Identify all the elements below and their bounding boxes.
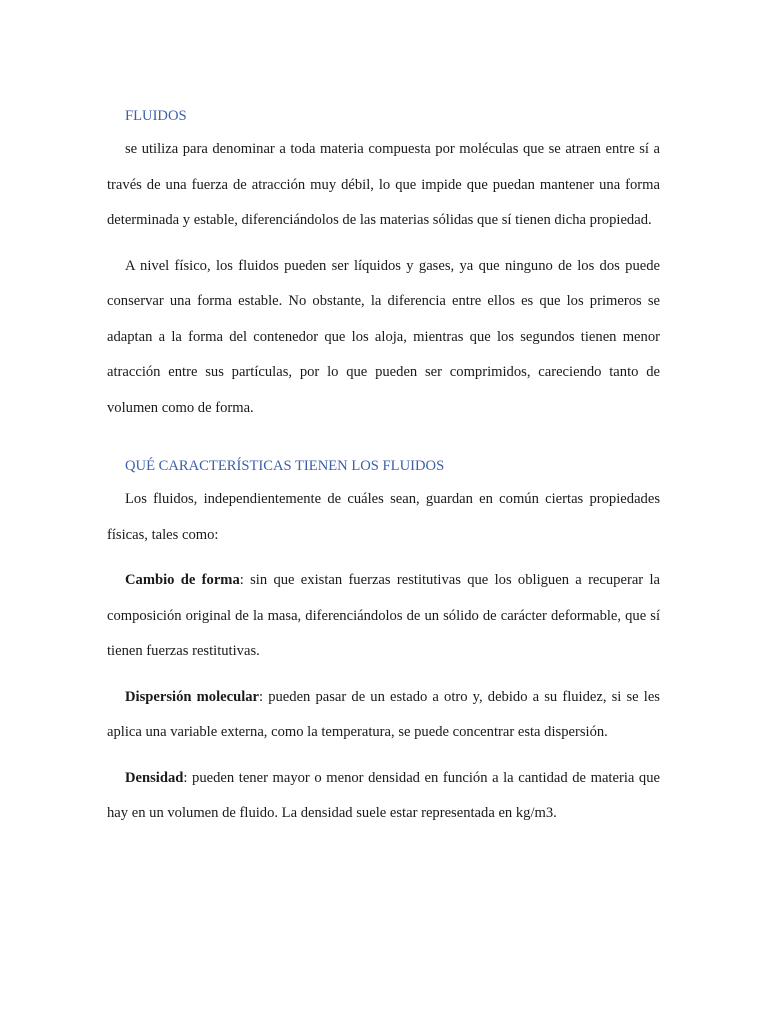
property-description: : sin que existan fuerzas restitutivas que los obliguen a recuperar la composición original de la masa, diferenciándolos de un sólido de carácter deformable, que sí tienen fuerzas restitutivas.: [107, 572, 660, 659]
property-term: Dispersión molecular: [125, 688, 260, 705]
paragraph-definition: se utiliza para denominar a toda materia compuesta por moléculas que se atraen entre sí a través de una fuerza de atracción muy débil, lo que impide que puedan mantener una forma determinada y estable, diferenciándolos de las materias sólidas que sí tienen dicha propiedad.: [107, 141, 660, 228]
section-heading-fluidos: FLUIDOS: [125, 108, 187, 124]
property-item-cambio-de-forma: [107, 563, 660, 670]
property-item-dispersion-molecular: [107, 680, 660, 751]
property-description: : pueden pasar de un estado a otro y, debido a su fluidez, si se les aplica una variable externa, como la temperatura, se puede concentrar esta dispersión.: [107, 688, 660, 740]
section-heading-caracteristicas: QUÉ CARACTERÍSTICAS TIENEN LOS FLUIDOS: [125, 458, 445, 474]
property-term: Densidad: [125, 769, 184, 786]
document-page: [107, 104, 660, 832]
paragraph-intro-properties: Los fluidos, independientemente de cuáles sean, guardan en común ciertas propiedades físicas, tales como:: [107, 491, 660, 543]
property-description: : pueden tener mayor o menor densidad en función a la cantidad de materia que hay en un volumen de fluido. La densidad suele estar representada en kg/m3.: [107, 769, 660, 821]
property-item-densidad: [107, 761, 660, 832]
property-term: Cambio de forma: [125, 572, 240, 588]
paragraph-physical-level: A nivel físico, los fluidos pueden ser líquidos y gases, ya que ninguno de los dos puede conservar una forma estable. No obstante, la diferencia entre ellos es que los primeros se adaptan a la forma del contenedor que los aloja, mientras que los segundos tienen menor atracción entre sus partículas, por lo que pueden ser comprimidos, careciendo tanto de volumen como de forma.: [107, 257, 660, 416]
